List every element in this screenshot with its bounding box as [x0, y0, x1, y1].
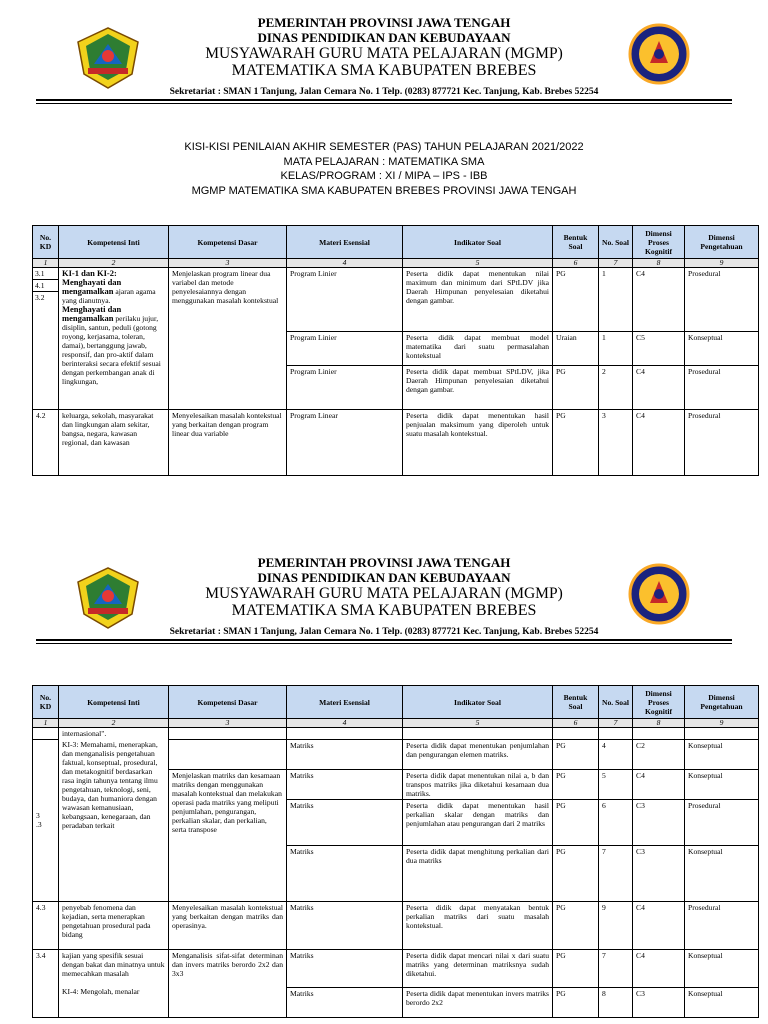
header-line-1: PEMERINTAH PROVINSI JAWA TENGAH [257, 15, 511, 30]
header-line-2: DINAS PENDIDIKAN DAN KEBUDAYAAN [257, 570, 511, 585]
col-number: 7 [599, 719, 633, 728]
ki-text: kajian yang spesifik sesuai dengan bakat dan minatnya untuk memecahkan masalah [62, 950, 165, 978]
title-line-4: MGMP MATEMATIKA SMA KABUPATEN BREBES PROVINSI JAWA TENGAH [191, 184, 577, 197]
materi-cell: Matriks [287, 987, 403, 1017]
indikator-cell: Peserta didik dapat menentukan nilai a, b dan transpos matriks jika diketahui kesamaan dua matriks. [403, 769, 553, 799]
ki-heading: KI-1 dan KI-2: [62, 268, 117, 278]
col-number: 5 [403, 259, 553, 268]
kisi-kisi-table-page-2 [32, 685, 759, 1018]
no-soal-cell: 6 [599, 799, 633, 845]
kd-description: Menjelaskan matriks dan kesamaan matriks dengan menggunakan masalah kontekstual dan melakukan operasi pada matriks yang meliputi penjumlahan, pengurangan, perkalian skalar, dan perkalian, serta transpose [169, 769, 287, 901]
col-number: 9 [685, 719, 759, 728]
col-number: 2 [59, 719, 169, 728]
mgmp-emblem-icon [628, 563, 690, 625]
ki-text: penyebab fenomena dan kejadian, serta menerapkan pengetahuan prosedural pada bidang [59, 901, 169, 949]
kd-description: Menyelesaikan masalah kontekstual yang berkaitan dengan matriks dan operasinya. [169, 901, 287, 949]
document-page-1 [0, 0, 768, 447]
table-row [33, 268, 759, 332]
header-line-3: MUSYAWARAH GURU MATA PELAJARAN (MGMP) [205, 45, 563, 62]
proses-cell: C3 [633, 799, 685, 845]
materi-cell: Program Linier [287, 366, 403, 410]
jawa-tengah-crest-icon [74, 24, 142, 92]
col-number: 5 [403, 719, 553, 728]
no-soal-cell [599, 728, 633, 740]
proses-cell: C4 [633, 949, 685, 987]
secretariat-address: Sekretariat : SMAN 1 Tanjung, Jalan Cemara No. 1 Telp. (0283) 877721 Kec. Tanjung, Kab. Brebes 52254 [36, 627, 732, 641]
col-header: Bentuk Soal [553, 686, 599, 719]
table-row [33, 739, 759, 769]
bentuk-cell: PG [553, 366, 599, 410]
pengetahuan-cell: Prosedural [685, 366, 759, 410]
materi-cell [287, 728, 403, 740]
bentuk-cell: PG [553, 739, 599, 769]
no-soal-cell: 3 [599, 410, 633, 476]
indikator-cell: Peserta didik dapat menentukan hasil penjualan maksimum yang diperoleh untuk suatu masalah kontekstual. [403, 410, 553, 476]
proses-cell: C3 [633, 845, 685, 901]
kd-cell [33, 728, 59, 740]
secretariat-address: Sekretariat : SMAN 1 Tanjung, Jalan Cemara No. 1 Telp. (0283) 877721 Kec. Tanjung, Kab. Brebes 52254 [36, 87, 732, 101]
col-number: 4 [287, 719, 403, 728]
col-number: 1 [33, 719, 59, 728]
indikator-cell: Peserta didik dapat menentukan invers matriks berordo 2x2 [403, 987, 553, 1017]
proses-cell: C4 [633, 769, 685, 799]
materi-cell: Program Linear [287, 410, 403, 476]
indikator-cell [403, 728, 553, 740]
pengetahuan-cell: Konseptual [685, 332, 759, 366]
indikator-cell: Peserta didik dapat membuat model matematika dari suatu permasalahan kontekstual [403, 332, 553, 366]
col-header: Kompetensi Inti [59, 686, 169, 719]
bentuk-cell: Uraian [553, 332, 599, 366]
kd-description [169, 728, 287, 740]
bentuk-cell: PG [553, 799, 599, 845]
col-number: 6 [553, 259, 599, 268]
col-header: Dimensi Pengetahuan [685, 686, 759, 719]
kd-description: Menyelesaikan masalah kontekstual yang berkaitan dengan program linear dua variable [169, 410, 287, 476]
proses-cell: C4 [633, 410, 685, 476]
ki-cell [59, 949, 169, 1017]
document-title [0, 140, 768, 198]
col-header: No. KD [33, 686, 59, 719]
header-line-4: MATEMATIKA SMA KABUPATEN BREBES [231, 602, 537, 619]
no-soal-cell: 5 [599, 769, 633, 799]
no-soal-cell: 8 [599, 987, 633, 1017]
kd-description: Menjelaskan program linear dua variabel dan metode penyelesaiannya dengan menggunakan masalah kontekstual [169, 268, 287, 410]
table-row [33, 728, 759, 740]
col-header: Dimensi Pengetahuan [685, 226, 759, 259]
table-header-row [33, 226, 759, 259]
bentuk-cell: PG [553, 901, 599, 949]
col-header: Indikator Soal [403, 226, 553, 259]
indikator-cell: Peserta didik dapat menentukan penjumlahan dan pengurangan elemen matriks. [403, 739, 553, 769]
col-number: 8 [633, 259, 685, 268]
materi-cell: Matriks [287, 949, 403, 987]
pengetahuan-cell: Prosedural [685, 268, 759, 332]
proses-cell: C5 [633, 332, 685, 366]
col-header: Kompetensi Inti [59, 226, 169, 259]
col-header: No. Soal [599, 686, 633, 719]
col-number: 8 [633, 719, 685, 728]
col-header: Materi Esensial [287, 686, 403, 719]
no-soal-cell: 1 [599, 332, 633, 366]
bentuk-cell: PG [553, 268, 599, 332]
kd-description [169, 739, 287, 769]
no-soal-cell: 4 [599, 739, 633, 769]
indikator-cell: Peserta didik dapat menentukan nilai maximum dan minimum dari SPtLDV jika Daerah Himpunan penyelesaian diketahui dengan gambar. [403, 268, 553, 332]
kd-cell [33, 268, 59, 410]
col-number: 2 [59, 259, 169, 268]
col-header: Kompetensi Dasar [169, 226, 287, 259]
no-soal-cell: 7 [599, 845, 633, 901]
col-number: 7 [599, 259, 633, 268]
col-number: 1 [33, 259, 59, 268]
indikator-cell: Peserta didik dapat menentukan hasil perkalian skalar dengan matriks dan penjumlahan atau pengurangan dari 2 matriks [403, 799, 553, 845]
column-number-row [33, 719, 759, 728]
bentuk-cell: PG [553, 987, 599, 1017]
kisi-kisi-table-page-1 [32, 225, 759, 476]
col-header: Bentuk Soal [553, 226, 599, 259]
col-header: Indikator Soal [403, 686, 553, 719]
materi-cell: Matriks [287, 739, 403, 769]
ki-bold: Menghayati dan mengamalkan [62, 277, 122, 296]
col-header: Materi Esensial [287, 226, 403, 259]
col-number: 6 [553, 719, 599, 728]
pengetahuan-cell [685, 728, 759, 740]
ki-text: perilaku jujur, disiplin, santun, peduli (gotong royong, kerjasama, toleran, damai), bertanggung jawab, responsif, dan pro-aktif dalam berinteraksi secara efektif sesuai dengan perkembangan anak di lingkungan, [62, 314, 161, 386]
kd-number: 3.2 [35, 293, 45, 302]
ki-text: KI-4: Mengolah, menalar [62, 986, 140, 996]
col-header: No. KD [33, 226, 59, 259]
header-line-2: DINAS PENDIDIKAN DAN KEBUDAYAAN [257, 30, 511, 45]
proses-cell: C4 [633, 901, 685, 949]
indikator-cell: Peserta didik dapat membuat SPtLDV, jika Daerah Himpunan penyelesaian diketahui dengan gambar. [403, 366, 553, 410]
kd-number: 4.3 [33, 901, 59, 949]
no-soal-cell: 1 [599, 268, 633, 332]
column-number-row [33, 259, 759, 268]
col-header: No. Soal [599, 226, 633, 259]
bentuk-cell: PG [553, 949, 599, 987]
jawa-tengah-crest-icon [74, 564, 142, 632]
proses-cell: C2 [633, 739, 685, 769]
ki-text: internasional". [59, 728, 169, 740]
materi-cell: Program Linier [287, 268, 403, 332]
col-number: 3 [169, 719, 287, 728]
materi-cell: Matriks [287, 769, 403, 799]
kd-number: 4.2 [33, 410, 59, 476]
title-line-1: KISI-KISI PENILAIAN AKHIR SEMESTER (PAS) TAHUN PELAJARAN 2021/2022 [184, 141, 584, 153]
document-page-2 [0, 540, 768, 1007]
table-row [33, 949, 759, 987]
col-number: 3 [169, 259, 287, 268]
pengetahuan-cell: Konseptual [685, 769, 759, 799]
pengetahuan-cell: Konseptual [685, 845, 759, 901]
table-header-row [33, 686, 759, 719]
no-soal-cell: 7 [599, 949, 633, 987]
materi-cell: Matriks [287, 901, 403, 949]
pengetahuan-cell: Konseptual [685, 949, 759, 987]
no-soal-cell: 2 [599, 366, 633, 410]
bentuk-cell: PG [553, 769, 599, 799]
letterhead [0, 0, 768, 97]
bentuk-cell: PG [553, 410, 599, 476]
ki-text: keluarga, sekolah, masyarakat dan lingkungan alam sekitar, bangsa, negara, kawasan regional, dan kawasan [59, 410, 169, 476]
col-header: Dimensi Proses Kognitif [633, 686, 685, 719]
ki-bold: Menghayati dan mengamalkan [62, 304, 122, 323]
pengetahuan-cell: Konseptual [685, 987, 759, 1017]
col-number: 9 [685, 259, 759, 268]
ki-cell [59, 268, 169, 410]
header-line-3: MUSYAWARAH GURU MATA PELAJARAN (MGMP) [205, 585, 563, 602]
kd-number: 3 .3 [33, 739, 59, 901]
kd-description: Menganalisis sifat-sifat determinan dan invers matriks berordo 2x2 dan 3x3 [169, 949, 287, 1017]
ki-text: KI-3: Memahami, menerapkan, dan menganalisis pengetahuan faktual, konseptual, prosedural, dan metakognitif berdasarkan rasa ingin tahunya tentang ilmu pengetahuan, teknologi, seni, budaya, dan humaniora dengan wawasan kemanusiaan, kebangsaan, kenegaraan, dan peradaban terkait [59, 739, 169, 901]
bentuk-cell: PG [553, 845, 599, 901]
proses-cell: C4 [633, 366, 685, 410]
no-soal-cell: 9 [599, 901, 633, 949]
materi-cell: Matriks [287, 799, 403, 845]
col-header: Dimensi Proses Kognitif [633, 226, 685, 259]
title-line-2: MATA PELAJARAN : MATEMATIKA SMA [283, 155, 485, 168]
title-line-3: KELAS/PROGRAM : XI / MIPA – IPS - IBB [280, 170, 488, 182]
indikator-cell: Peserta didik dapat menghitung perkalian dari dua matriks [403, 845, 553, 901]
kd-number: 4.1 [33, 280, 58, 292]
kd-number: 3.1 [33, 268, 58, 280]
proses-cell: C3 [633, 987, 685, 1017]
materi-cell: Matriks [287, 845, 403, 901]
col-number: 4 [287, 259, 403, 268]
kd-number: 3.4 [33, 949, 59, 1017]
indikator-cell: Peserta didik dapat menyatakan bentuk perkalian matriks dari suatu masalah kontekstual. [403, 901, 553, 949]
pengetahuan-cell: Konseptual [685, 739, 759, 769]
header-line-4: MATEMATIKA SMA KABUPATEN BREBES [231, 62, 537, 79]
table-row [33, 410, 759, 476]
col-header: Kompetensi Dasar [169, 686, 287, 719]
header-line-1: PEMERINTAH PROVINSI JAWA TENGAH [257, 555, 511, 570]
indikator-cell: Peserta didik dapat mencari nilai x dari suatu matriks yang determinan matriksnya sudah diketahui. [403, 949, 553, 987]
proses-cell [633, 728, 685, 740]
proses-cell: C4 [633, 268, 685, 332]
pengetahuan-cell: Prosedural [685, 799, 759, 845]
pengetahuan-cell: Prosedural [685, 901, 759, 949]
mgmp-emblem-icon [628, 23, 690, 85]
pengetahuan-cell: Prosedural [685, 410, 759, 476]
letterhead [0, 540, 768, 637]
ki-text: ajaran agama yang dianutnya. [62, 287, 156, 305]
table-row [33, 901, 759, 949]
materi-cell: Program Linier [287, 332, 403, 366]
bentuk-cell [553, 728, 599, 740]
